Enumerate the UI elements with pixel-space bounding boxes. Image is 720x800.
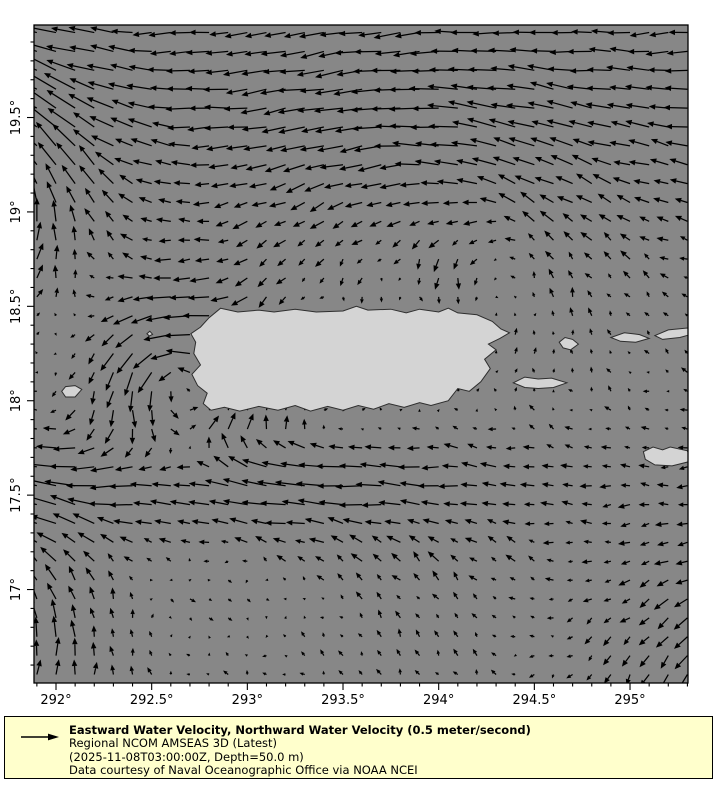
velocity-arrow-shaft [419,259,420,264]
velocity-arrow-shaft [37,315,38,316]
velocity-arrow-shaft [361,616,362,618]
velocity-arrow-shaft [230,108,247,109]
velocity-arrow-shaft [93,277,95,278]
velocity-arrow-shaft [342,598,343,599]
velocity-arrow-shaft [266,560,267,561]
velocity-arrow-shaft [648,410,649,411]
velocity-arrow-shaft [456,673,458,674]
velocity-arrow-shaft [400,633,401,636]
velocity-arrow-shaft [12,27,37,33]
velocity-arrow-head [19,424,26,429]
velocity-arrow-shaft [587,561,592,562]
x-axis-tick-label: 292.5° [129,693,174,708]
velocity-arrow-shaft [151,635,152,637]
velocity-arrow-shaft [671,70,687,71]
velocity-arrow-head [24,42,31,47]
velocity-arrow-shaft [401,164,420,165]
velocity-arrow-shaft [513,598,516,599]
velocity-arrow-head [24,70,31,76]
y-axis-tick-label: 19° [9,200,24,224]
velocity-arrow-shaft [56,251,57,259]
velocity-arrow-shaft [534,371,535,372]
velocity-arrow-shaft [113,670,114,674]
x-axis-tick-label: 293.5° [321,693,365,708]
velocity-arrow-shaft [228,618,229,619]
velocity-arrow-shaft [629,409,630,410]
legend-title: Eastward Water Velocity, Northward Water Velocity (0.5 meter/second) [69,723,531,737]
legend-dataset-line: Regional NCOM AMSEAS 3D (Latest) [69,736,278,751]
velocity-arrow-shaft [646,428,650,429]
velocity-arrow-shaft [648,295,649,297]
velocity-arrow-shaft [225,542,228,543]
velocity-arrow-shaft [304,278,305,279]
velocity-arrow-shaft [95,504,114,505]
velocity-arrow-shaft [147,240,151,241]
velocity-arrow-head [2,89,9,95]
velocity-arrow-shaft [189,390,190,391]
legend-time-depth-line: (2025-11-08T03:00:00Z, Depth=50.0 m) [69,749,304,764]
velocity-arrow-shaft [247,599,248,600]
velocity-arrow-shaft [510,239,515,240]
x-axis-tick-label: 295° [614,693,646,708]
velocity-arrow-shaft [589,447,592,448]
velocity-arrow-shaft [667,352,668,354]
velocity-arrow-shaft [132,579,133,580]
x-axis-tick-label: 294° [423,693,455,708]
velocity-arrow-shaft [55,271,56,278]
velocity-arrow-shaft [152,410,153,420]
velocity-arrow-shaft [664,504,669,505]
legend-reference-arrow-icon [19,731,61,743]
velocity-arrow-shaft [354,447,362,448]
velocity-arrow-shaft [467,485,477,486]
velocity-arrow-head [0,54,7,59]
y-axis-tick-label: 17° [9,578,24,602]
velocity-arrow-head [14,515,21,520]
velocity-arrow-shaft [194,297,209,298]
velocity-arrow-shaft [361,636,362,637]
velocity-arrow-shaft [135,51,152,52]
velocity-arrow-shaft [515,332,516,335]
velocity-arrow-shaft [6,57,36,71]
velocity-arrow-shaft [537,51,553,52]
velocity-arrow-head [25,159,30,166]
velocity-arrow-shaft [54,410,56,411]
velocity-arrow-shaft [682,523,687,524]
velocity-arrow-shaft [415,89,439,90]
velocity-arrow-shaft [571,637,573,638]
velocity-arrow-shaft [533,656,535,657]
velocity-arrow-shaft [8,75,37,89]
velocity-arrow-shaft [571,391,572,392]
velocity-arrow-shaft [228,655,229,656]
velocity-arrow-head [28,407,34,411]
velocity-arrow-shaft [570,523,573,524]
velocity-arrow-shaft [644,466,649,467]
velocity-arrow-shaft [610,277,611,278]
velocity-arrow-shaft [74,232,75,240]
velocity-arrow-shaft [11,42,37,52]
velocity-arrow-shaft [624,542,630,543]
y-axis-tick-label: 19.5° [9,99,24,136]
velocity-arrow-shaft [534,351,535,353]
velocity-arrow-shaft [292,523,304,524]
velocity-arrow-shaft [228,580,229,581]
velocity-arrow-shaft [304,297,305,298]
velocity-arrow-shaft [74,294,75,297]
velocity-arrow-shaft [165,240,171,241]
velocity-arrow-shaft [420,297,421,298]
velocity-arrow-shaft [548,466,554,467]
velocity-arrow-shaft [419,598,420,599]
velocity-arrow-shaft [593,88,611,89]
velocity-arrow-shaft [495,598,496,599]
velocity-arrow-shaft [180,183,190,184]
velocity-arrow-head [19,141,25,148]
velocity-arrow-shaft [179,485,190,486]
velocity-arrow-shaft [75,666,76,675]
velocity-arrow-shaft [687,353,688,354]
velocity-arrow-shaft [361,673,362,674]
velocity-arrow-shaft [476,635,477,636]
velocity-arrow-shaft [605,486,610,487]
velocity-arrow-shaft [663,485,668,486]
legend-text-block [69,724,531,778]
velocity-arrow-shaft [551,561,554,562]
velocity-arrow-shaft [209,618,210,619]
velocity-arrow-shaft [91,296,95,297]
velocity-arrow-head [5,39,12,44]
velocity-arrow-shaft [458,278,459,283]
velocity-arrow-shaft [438,428,439,429]
velocity-arrow-shaft [228,599,229,600]
velocity-arrow-head [5,24,12,29]
velocity-arrow-shaft [550,579,554,580]
velocity-arrow-shaft [686,391,687,392]
velocity-arrow-shaft [608,599,611,600]
velocity-arrow-head [2,72,9,77]
velocity-arrow-shaft [649,334,650,335]
velocity-arrow-shaft [578,32,592,33]
velocity-arrow-head [17,529,24,535]
velocity-arrow-shaft [591,332,592,334]
velocity-arrow-shaft [435,126,458,127]
y-axis-tick-label: 17.5° [9,477,24,513]
velocity-arrow-shaft [448,466,458,467]
velocity-arrow-shaft [499,33,515,34]
velocity-arrow-shaft [548,485,554,486]
x-axis-tick-label: 292° [40,693,72,708]
velocity-arrow-shaft [113,633,114,636]
velocity-arrow-shaft [568,485,573,486]
velocity-arrow-shaft [171,599,172,600]
velocity-arrow-shaft [132,671,133,675]
y-axis-tick-label: 18.5° [9,288,24,325]
velocity-arrow-head [6,461,13,466]
velocity-arrow-shaft [494,579,496,580]
velocity-arrow-shaft [304,654,305,655]
velocity-arrow-shaft [494,655,496,656]
velocity-arrow-head [26,55,33,60]
velocity-arrow-shaft [182,202,190,203]
velocity-arrow-head [26,495,33,500]
velocity-arrow-head [24,544,30,551]
velocity-arrow-shaft [513,258,515,259]
velocity-arrow-shaft [608,561,611,562]
legend-courtesy-line: Data courtesy of Naval Oceanographic Office via NOAA NCEI [69,763,418,778]
legend-box [4,716,713,779]
velocity-arrow-shaft [49,428,56,429]
velocity-arrow-shaft [495,617,496,618]
velocity-arrow-head [15,444,22,450]
velocity-arrow-shaft [438,617,439,618]
velocity-arrow-shaft [571,599,572,600]
velocity-arrow-shaft [529,447,534,448]
velocity-arrow-shaft [628,428,630,429]
velocity-arrow-head [25,478,32,483]
velocity-arrow-shaft [593,70,611,71]
velocity-arrow-shaft [449,202,458,203]
velocity-arrow-shaft [685,428,687,429]
velocity-arrow-shaft [668,372,669,373]
y-axis-tick-label: 18° [9,389,24,413]
velocity-arrow-shaft [172,70,190,71]
velocity-arrow-shaft [172,108,190,109]
velocity-arrow-shaft [132,596,133,599]
velocity-arrow-shaft [450,504,458,505]
velocity-arrow-shaft [445,486,458,487]
velocity-arrow-shaft [210,107,228,108]
velocity-arrow-shaft [380,259,381,260]
velocity-arrow-shaft [151,654,152,656]
x-axis-tick-label: 293° [231,693,264,708]
velocity-arrow-shaft [427,183,439,184]
velocity-arrow-shaft [466,504,477,505]
velocity-arrow-shaft [532,541,534,542]
velocity-arrow-shaft [74,335,76,336]
velocity-arrow-shaft [132,634,133,637]
velocity-arrow-shaft [94,648,95,655]
velocity-arrow-shaft [345,466,362,467]
velocity-arrow-shaft [533,579,534,580]
velocity-arrow-shaft [515,371,516,372]
velocity-arrow-shaft [514,277,515,278]
velocity-arrow-shaft [515,351,516,353]
velocity-arrow-shaft [526,485,534,486]
legend-reference-arrow-wrap [19,724,69,747]
velocity-arrow-shaft [36,623,37,637]
velocity-arrow-shaft [610,296,611,297]
velocity-arrow-head [24,563,30,570]
velocity-arrow-head [677,684,683,691]
velocity-arrow-shaft [173,127,189,128]
velocity-arrow-shaft [56,293,57,297]
velocity-arrow-shaft [664,258,668,259]
velocity-arrow-shaft [474,70,496,71]
velocity-arrow-shaft [566,466,572,467]
velocity-arrow-shaft [610,389,611,391]
velocity-arrow-shaft [176,297,190,298]
x-axis-tick-label: 294.5° [512,693,557,708]
velocity-arrow-shaft [629,315,630,316]
velocity-arrow-shaft [438,674,439,675]
velocity-arrow-shaft [286,422,287,429]
velocity-arrow-shaft [371,447,381,448]
velocity-arrow-shaft [201,184,209,185]
velocity-arrow-shaft [572,352,573,353]
velocity-arrow-shaft [661,523,668,524]
velocity-arrow-shaft [513,579,515,580]
velocity-arrow-shaft [13,464,37,467]
velocity-arrow-shaft [200,240,209,241]
velocity-arrow-shaft [609,580,611,581]
velocity-arrow-shaft [428,202,439,203]
velocity-arrow-shaft [116,486,133,487]
velocity-arrow-shaft [433,447,439,448]
